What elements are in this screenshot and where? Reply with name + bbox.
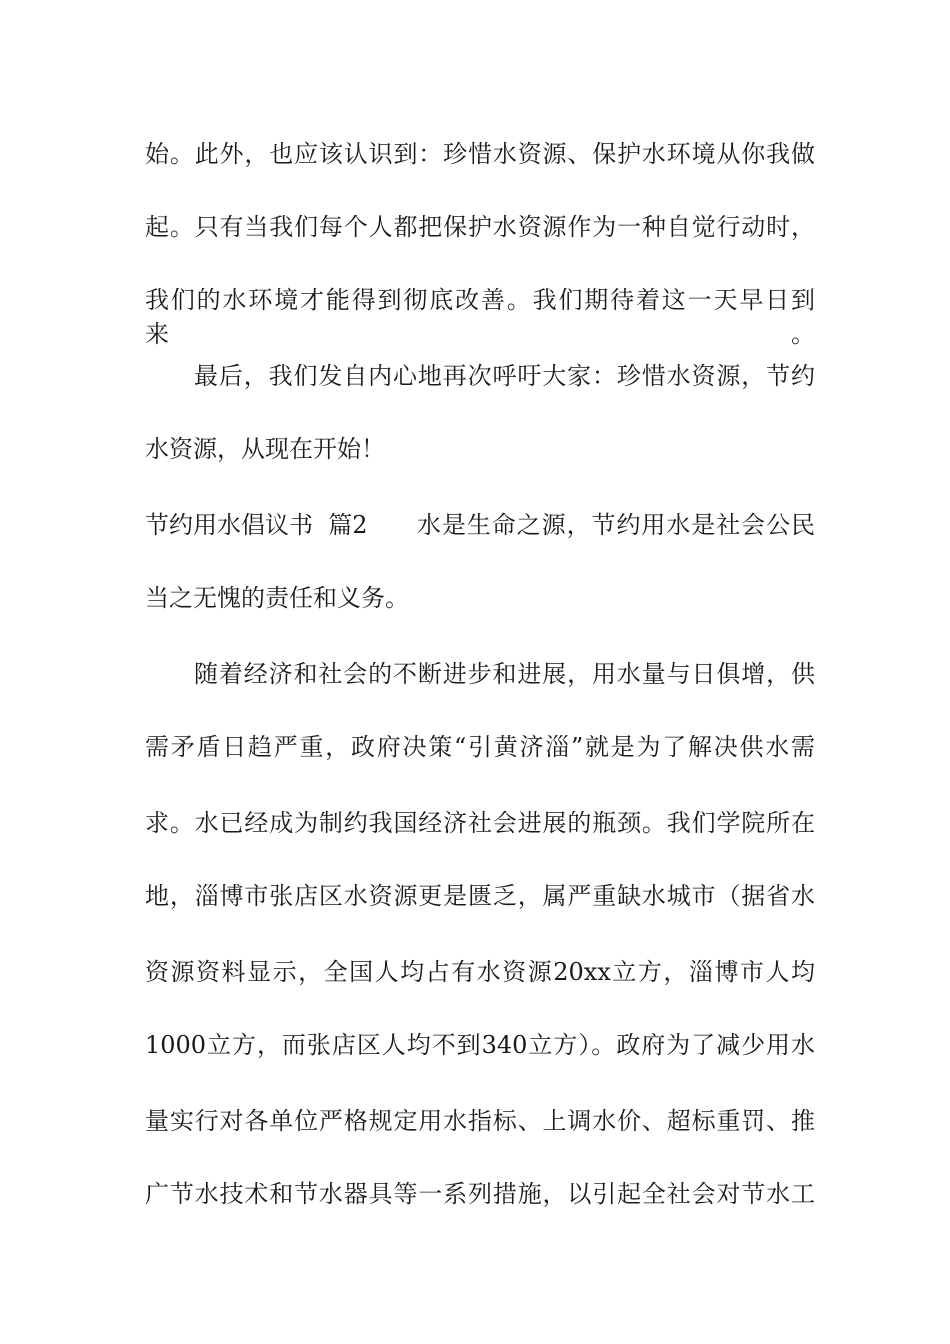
paragraph-line: 水资源，从现在开始！: [145, 435, 385, 463]
paragraph-line: 量实行对各单位严格规定用水指标、上调水价、超标重罚、推: [145, 1107, 815, 1135]
paragraph-start: 水是生命之源，节约用水是社会公民: [417, 511, 815, 539]
paragraph-line: 地，淄博市张店区水资源更是匮乏，属严重缺水城市（据省水: [145, 882, 815, 910]
section-heading-line: [145, 508, 815, 542]
paragraph-line: 广节水技术和节水器具等一系列措施，以引起全社会对节水工: [145, 1180, 815, 1208]
paragraph-line: 我们的水环境才能得到彻底改善。我们期待着这一天早日到来。: [145, 286, 815, 348]
section-title: 节约用水倡议书 篇2: [145, 511, 368, 539]
paragraph-line: 当之无愧的责任和义务。: [145, 584, 409, 612]
paragraph-line: 随着经济和社会的不断进步和进展，用水量与日俱增，供: [194, 660, 815, 688]
paragraph-line: 1000立方，而张店区人均不到340立方）。政府为了减少用水: [145, 1031, 815, 1059]
paragraph-line: 资源资料显示，全国人均占有水资源20xx立方，淄博市人均: [145, 958, 815, 986]
paragraph-line: 求。水已经成为制约我国经济社会进展的瓶颈。我们学院所在: [145, 809, 815, 837]
paragraph-line: 始。此外，也应该认识到：珍惜水资源、保护水环境从你我做: [145, 140, 815, 168]
paragraph-line: 起。只有当我们每个人都把保护水资源作为一种自觉行动时，: [145, 213, 815, 241]
paragraph-line: 需矛盾日趋严重，政府决策“引黄济淄”就是为了解决供水需: [145, 733, 815, 761]
paragraph-line: 最后，我们发自内心地再次呼吁大家：珍惜水资源，节约: [194, 362, 815, 390]
